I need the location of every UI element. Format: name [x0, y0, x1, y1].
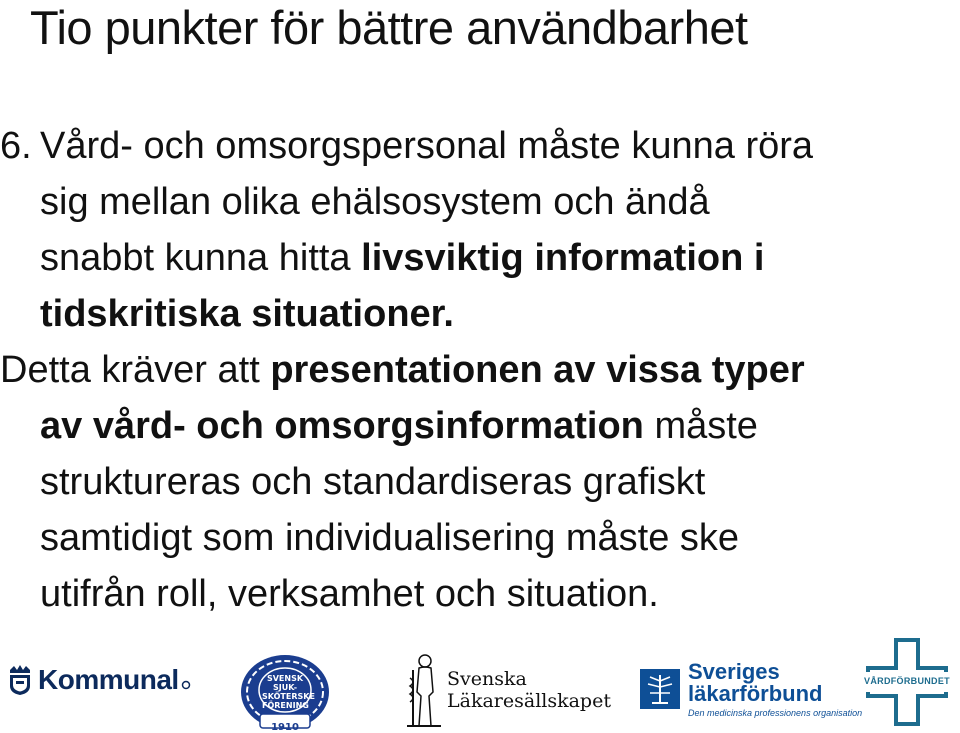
point-text-bold: livsviktig information i: [361, 237, 765, 279]
ssf-name-line: FÖRENING: [262, 701, 309, 710]
ssf-name-line: SVENSK: [266, 674, 304, 683]
slide-title: Tio punkter för bättre användbarhet: [30, 1, 748, 54]
point-text: Vård- och omsorgspersonal måste kunna röra: [40, 125, 814, 167]
slf-text: [688, 658, 863, 718]
tree-emblem-icon: [640, 669, 680, 709]
sls-name: [447, 668, 611, 712]
sls-name-line: Läkaresällskapet: [447, 690, 611, 712]
detail-text: måste: [643, 405, 758, 447]
asclepius-figure-icon: [405, 652, 443, 728]
kommunal-wordmark: Kommunal: [38, 664, 179, 695]
sls-name-line: Svenska: [447, 668, 527, 690]
slf-tagline: Den medicinska professionens organisation: [688, 707, 863, 718]
ssf-name: [262, 674, 315, 710]
slide-body: [0, 118, 960, 622]
ssf-year: 1910: [271, 722, 299, 733]
detail-line-4: [0, 510, 960, 566]
ssf-name-line: SKÖTERSKE: [262, 692, 315, 701]
ssf-name-line: SJUK-: [272, 683, 298, 692]
sls-logo: [405, 652, 611, 728]
slf-name-line: läkarförbund: [688, 680, 823, 706]
point-paragraph: [0, 118, 960, 342]
point-line-4: [0, 286, 960, 342]
vardforbundet-wordmark: VÅRDFÖRBUNDET: [864, 676, 950, 686]
logo-strip: [0, 630, 960, 733]
point-text: snabbt kunna hitta: [40, 237, 362, 279]
slf-name-line: Sveriges: [688, 658, 780, 684]
detail-line-1: [0, 342, 960, 398]
detail-line-5: [0, 566, 960, 622]
crown-shield-icon: [8, 664, 32, 696]
detail-line-3: [0, 454, 960, 510]
detail-text: samtidigt som individualisering måste ske: [40, 517, 740, 559]
point-line-1: [0, 118, 960, 174]
point-text-bold: tidskritiska situationer.: [40, 293, 454, 335]
point-line-3: [0, 230, 960, 286]
point-text: sig mellan olika ehälsosystem och ändå: [40, 181, 710, 223]
detail-line-2: [0, 398, 960, 454]
point-number: 6.: [0, 125, 32, 167]
detail-text: utifrån roll, verksamhet och situation.: [40, 573, 659, 615]
point-line-2: [0, 174, 960, 230]
slf-emblem: [640, 669, 680, 709]
detail-text-bold: presentationen av vissa typer: [270, 349, 805, 391]
detail-text: struktureras och standardiseras grafiskt: [40, 461, 706, 503]
detail-text: Detta kräver att: [0, 349, 271, 391]
kommunal-logo: [8, 660, 191, 700]
detail-text-bold: av vård- och omsorgsinformation: [40, 405, 644, 447]
slf-logo: [640, 654, 862, 724]
detail-paragraph: [0, 342, 960, 622]
ssf-seal-logo: [240, 650, 330, 733]
vardforbundet-logo: [862, 638, 952, 728]
registered-mark-icon: [181, 680, 191, 690]
